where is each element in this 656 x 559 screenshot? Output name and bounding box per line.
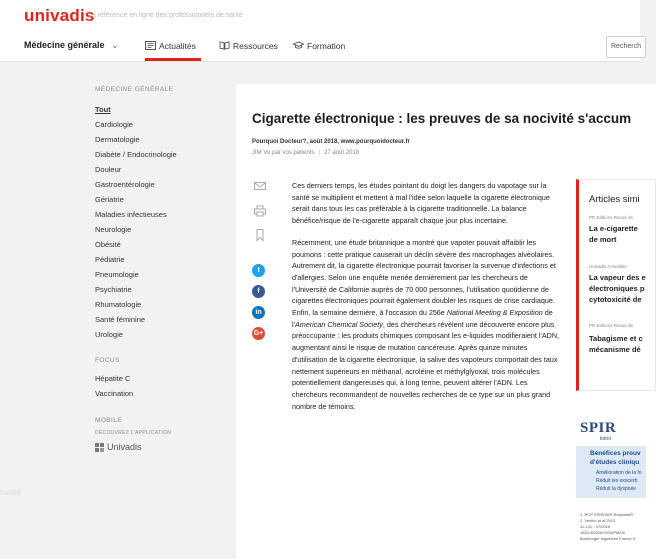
sidebar-item-neurologie[interactable]: Neurologie	[95, 225, 132, 234]
fine-print-line: 2. Vestbo et al 2012	[580, 518, 616, 523]
related-title[interactable]: mécanisme dé	[589, 345, 641, 354]
related-title[interactable]: cytotoxicité de	[589, 295, 642, 304]
sidebar-item-rhumatologie[interactable]: Rhumatologie	[95, 300, 142, 309]
fine-print-line: 1. RCP SPIRIVA® Respimat®	[580, 512, 634, 517]
email-icon[interactable]	[254, 180, 266, 192]
sidebar-item-gastroenterologie[interactable]: Gastroentérologie	[95, 180, 155, 189]
ad-brand-sub: tiotro	[600, 436, 612, 442]
article-paragraph	[292, 237, 564, 413]
sidebar-item-dermatologie[interactable]: Dermatologie	[95, 135, 140, 144]
newspaper-icon	[145, 41, 156, 50]
top-header	[0, 0, 640, 62]
article-paragraph: Ces derniers temps, les études pointant du doigt les dangers du vapotage sur la santé se multiplient et mettent à mal l'idée selon laquelle la cigarette électronique serait dans tous les cas préférable à la cigarette traditionnelle. La balance bénéfice/risque de l'e-cigarette apparaît chaque jour plus incertaine.	[292, 181, 550, 226]
article-title: Cigarette électronique : les preuves de sa nocivité s'accum	[252, 111, 632, 126]
print-icon[interactable]	[254, 205, 266, 217]
article-source[interactable]: Pourquoi Docteur?, août 2018, www.pourquoidocteur.fr	[252, 139, 410, 145]
sidebar-item-geriatrie[interactable]: Gériatrie	[95, 195, 124, 204]
paragraph-text: , des chercheurs révèlent une découverte encore plus préoccupante : les produits chimiques composant les e-liquides modifieraient l'ADN, augmentant ainsi le risque de mutation cancéreuse. Après quinze minutes d'utilisation de la cigarette électronique, la salive des vapoteurs comportait des taux nettement supérieurs en méthanal, acroléine et méthylglyoxal, trois molécules potentiellement dangereuses qui, à long terme, peuvent altérer l'ADN. Les chercheurs recommandent de nouvelles recherches de ce type sur un plus grand nombre de témoins.	[292, 319, 560, 411]
focus-section-title: FOCUS	[95, 357, 120, 364]
sidebar-section-title: MÉDECINE GÉNÉRALE	[95, 86, 174, 93]
related-title[interactable]: de mort	[589, 235, 617, 244]
related-source: PR Editions Revue de	[589, 323, 634, 328]
ad-headline: Bénéfices prouv	[590, 450, 641, 457]
tab-label: Formation	[307, 41, 346, 51]
related-source: PR Editions Revue de	[589, 215, 634, 220]
sidebar-item-pediatrie[interactable]: Pédiatrie	[95, 255, 125, 264]
related-title[interactable]: Tabagisme et c	[589, 334, 643, 343]
article-date: 27 août 2018	[324, 150, 360, 156]
sidebar-item-pneumologie[interactable]: Pneumologie	[95, 270, 139, 279]
sidebar-item-psychiatrie[interactable]: Psychiatrie	[95, 285, 132, 294]
chevron-down-icon: ⌄	[111, 40, 119, 50]
fine-print-line: Boehringer Ingelheim France S	[580, 536, 636, 541]
facebook-share-icon[interactable]: f	[252, 285, 265, 298]
ad-bullet: Réduit la dyspnée	[596, 486, 637, 492]
tab-formation[interactable]	[293, 41, 345, 61]
paragraph-text: de l'	[292, 308, 553, 329]
app-grid-icon	[95, 443, 104, 452]
related-source: Univadis Actualités	[589, 264, 627, 269]
linkedin-share-icon[interactable]: in	[252, 306, 265, 319]
app-label: Univadis	[107, 442, 142, 452]
related-title[interactable]: La vapeur des e	[589, 273, 646, 282]
article-author: JIM Vu par vos patients	[252, 150, 315, 156]
related-title[interactable]: La e-cigarette	[589, 224, 638, 233]
search-input[interactable]: Recherch	[606, 36, 646, 58]
fine-print-line: 11-101 - 07/2016	[580, 524, 611, 529]
mobile-section-title: MOBILE	[95, 417, 122, 424]
tagline: La référence en ligne des professionnels de santé	[88, 12, 243, 19]
focus-item-hepatite-c[interactable]: Hépatite C	[95, 374, 131, 383]
univadis-logo[interactable]: univadis	[24, 6, 95, 25]
related-heading: Articles simi	[589, 194, 640, 205]
univadis-app-link[interactable]	[95, 442, 142, 452]
faded-text: tualité	[0, 488, 22, 497]
ad-headline: d'études cliniqu	[590, 459, 640, 466]
book-icon	[219, 41, 230, 50]
ad-bullet: Amélioration de la fo	[596, 470, 642, 476]
specialty-label: Médecine générale	[24, 40, 105, 50]
sidebar-item-urologie[interactable]: Urologie	[95, 330, 123, 339]
ad-bullet: Réduit les exacerb	[596, 478, 638, 484]
sidebar-item-sante-feminine[interactable]: Santé féminine	[95, 315, 146, 324]
google-plus-share-icon[interactable]: G+	[252, 327, 265, 340]
bookmark-icon[interactable]	[254, 229, 266, 241]
sidebar-item-cardiologie[interactable]: Cardiologie	[95, 120, 133, 129]
sidebar-item-diabete[interactable]: Diabète / Endocrinologie	[95, 150, 177, 159]
paragraph-emphasis: National Meeting & Exposition	[446, 308, 543, 318]
mobile-subtitle: DÉCOUVREZ L'APPLICATION	[95, 430, 172, 436]
related-articles-panel	[576, 179, 656, 391]
article-body	[292, 180, 564, 422]
graduation-cap-icon	[293, 41, 304, 50]
focus-item-vaccination[interactable]: Vaccination	[95, 389, 134, 398]
paragraph-emphasis: American Chemical Society	[294, 319, 383, 329]
sidebar-item-maladies-infectieuses[interactable]: Maladies infectieuses	[95, 210, 167, 219]
related-title[interactable]: électroniques p	[589, 284, 645, 293]
sidebar-item-obesite[interactable]: Obésité	[95, 240, 121, 249]
specialty-dropdown[interactable]	[24, 40, 119, 51]
tab-label: Ressources	[233, 41, 278, 51]
tab-actualites[interactable]	[145, 41, 201, 61]
tab-label: Actualités	[159, 41, 196, 51]
sidebar-item-tout[interactable]: Tout	[95, 105, 111, 114]
ad-fine-print	[576, 510, 646, 559]
advertisement[interactable]	[576, 408, 646, 498]
fine-print-line: 16/01/62029/2016/PM/00	[580, 530, 625, 535]
sidebar-item-douleur[interactable]: Douleur	[95, 165, 122, 174]
tab-ressources[interactable]	[219, 41, 278, 61]
article-meta: JIM Vu par vos patients | 27 août 2018	[252, 150, 360, 156]
twitter-share-icon[interactable]: t	[252, 264, 265, 277]
ad-brand: SPIR	[580, 420, 617, 436]
paragraph-text: Récemment, une étude britannique a montré que vapoter pouvait affaiblir les poumons : cette pratique causerait un déclin sévère des macrophages alvéolaires. Autrement dit, la cigarette électronique pourrait favoriser la survenue d'infections et d'allergies. Selon une enquête menée dernièrement par les chercheurs de l'Université de Californie auprès de 70 000 personnes, l'utilisation quotidienne de cigarettes électroniques pourrait également doubler les risques de crise cardiaque. Enfin, la semaine dernière, à l'occasion du 256e	[292, 237, 556, 318]
